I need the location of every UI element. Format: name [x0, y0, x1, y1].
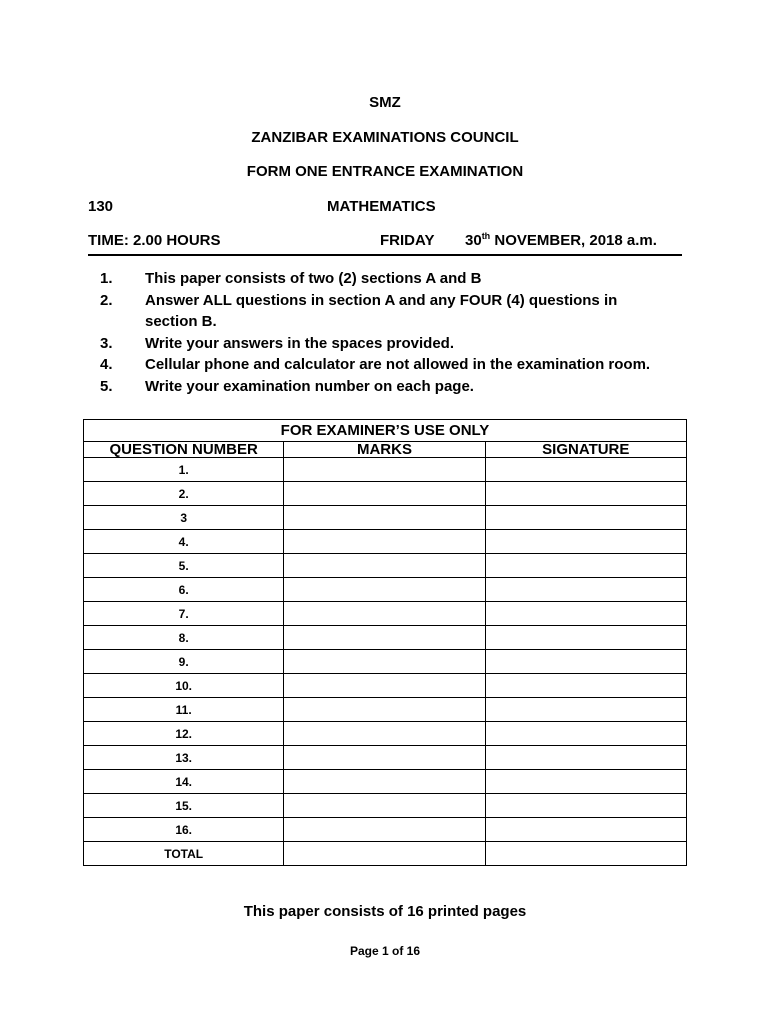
date-rest: NOVEMBER, 2018 a.m.: [490, 232, 657, 249]
instruction-item: [100, 268, 660, 290]
time-allowed: TIME: 2.00 HOURS: [88, 232, 221, 249]
instruction-number: 3.: [100, 334, 113, 352]
signature-cell[interactable]: [485, 674, 686, 698]
marks-cell[interactable]: [284, 770, 485, 794]
table-row: [84, 506, 687, 530]
signature-cell[interactable]: [485, 506, 686, 530]
marks-cell[interactable]: [284, 458, 485, 482]
marks-cell[interactable]: [284, 602, 485, 626]
question-number-cell: 1.: [84, 458, 284, 482]
question-number-cell: 9.: [84, 650, 284, 674]
table-row: [84, 698, 687, 722]
instruction-number: 1.: [100, 270, 113, 287]
exam-title: FORM ONE ENTRANCE EXAMINATION: [246, 163, 524, 180]
paper-number: 130: [88, 198, 114, 215]
question-number-cell: 11.: [84, 698, 284, 722]
total-row: [84, 842, 687, 866]
signature-cell[interactable]: [485, 554, 686, 578]
question-number-cell: 14.: [84, 770, 284, 794]
marks-cell[interactable]: [284, 818, 485, 842]
table-row: [84, 818, 687, 842]
instruction-item: [100, 376, 660, 398]
column-marks: MARKS: [284, 442, 485, 458]
question-number-cell: 15.: [84, 794, 284, 818]
signature-cell[interactable]: [485, 530, 686, 554]
table-row: [84, 458, 687, 482]
instruction-number: 2.: [100, 291, 113, 309]
table-row: [84, 770, 687, 794]
table-row: [84, 746, 687, 770]
date-suffix: th: [481, 231, 491, 241]
instruction-text: Write your answers in the spaces provided.: [145, 334, 454, 352]
instructions-list: [100, 268, 660, 397]
council-title: ZANZIBAR EXAMINATIONS COUNCIL: [251, 129, 519, 146]
page-number: Page 1 of 16: [349, 944, 421, 958]
instruction-item: [100, 354, 660, 376]
table-row: [84, 530, 687, 554]
table-row: [84, 482, 687, 506]
signature-cell[interactable]: [485, 482, 686, 506]
signature-cell[interactable]: [485, 794, 686, 818]
header-divider: [88, 254, 682, 256]
marks-cell[interactable]: [284, 626, 485, 650]
question-number-cell: 7.: [84, 602, 284, 626]
table-row: [84, 722, 687, 746]
marks-cell[interactable]: [284, 482, 485, 506]
instruction-item: [100, 290, 660, 333]
total-marks-cell[interactable]: [284, 842, 485, 866]
table-row: [84, 602, 687, 626]
table-row: [84, 554, 687, 578]
table-row: [84, 650, 687, 674]
exam-date: [465, 232, 657, 249]
question-number-cell: 8.: [84, 626, 284, 650]
column-question-number: QUESTION NUMBER: [84, 442, 284, 458]
question-number-cell: 13.: [84, 746, 284, 770]
examiner-table: [83, 419, 687, 866]
signature-cell[interactable]: [485, 626, 686, 650]
table-row: [84, 794, 687, 818]
table-row: [84, 578, 687, 602]
signature-cell[interactable]: [485, 458, 686, 482]
signature-cell[interactable]: [485, 722, 686, 746]
examiner-table-title: FOR EXAMINER’S USE ONLY: [84, 420, 687, 442]
signature-cell[interactable]: [485, 602, 686, 626]
marks-cell[interactable]: [284, 554, 485, 578]
instruction-item: [100, 333, 660, 355]
marks-cell[interactable]: [284, 722, 485, 746]
instruction-text: This paper consists of two (2) sections A and B: [145, 270, 482, 287]
marks-cell[interactable]: [284, 674, 485, 698]
instruction-text: Answer ALL questions in section A and any FOUR (4) questions in section B.: [145, 291, 618, 330]
signature-cell[interactable]: [485, 818, 686, 842]
signature-cell[interactable]: [485, 746, 686, 770]
subject-title: MATHEMATICS: [327, 198, 436, 215]
marks-cell[interactable]: [284, 650, 485, 674]
question-number-cell: 16.: [84, 818, 284, 842]
column-signature: SIGNATURE: [485, 442, 686, 458]
table-row: [84, 674, 687, 698]
signature-cell[interactable]: [485, 770, 686, 794]
total-label-cell: TOTAL: [84, 842, 284, 866]
signature-cell[interactable]: [485, 698, 686, 722]
marks-cell[interactable]: [284, 746, 485, 770]
instruction-text: Write your examination number on each page.: [145, 377, 474, 395]
marks-cell[interactable]: [284, 530, 485, 554]
question-number-cell: 4.: [84, 530, 284, 554]
question-number-cell: 10.: [84, 674, 284, 698]
total-signature-cell[interactable]: [485, 842, 686, 866]
exam-day: FRIDAY: [380, 232, 435, 249]
marks-cell[interactable]: [284, 506, 485, 530]
question-number-cell: 3: [84, 506, 284, 530]
marks-cell[interactable]: [284, 578, 485, 602]
question-number-cell: 12.: [84, 722, 284, 746]
instruction-number: 4.: [100, 356, 113, 373]
instruction-text: Cellular phone and calculator are not allowed in the examination room.: [145, 356, 651, 373]
instruction-number: 5.: [100, 377, 113, 395]
question-number-cell: 5.: [84, 554, 284, 578]
question-number-cell: 6.: [84, 578, 284, 602]
marks-cell[interactable]: [284, 794, 485, 818]
date-day: 30: [465, 232, 482, 249]
question-number-cell: 2.: [84, 482, 284, 506]
signature-cell[interactable]: [485, 578, 686, 602]
marks-cell[interactable]: [284, 698, 485, 722]
table-row: [84, 626, 687, 650]
pages-note: This paper consists of 16 printed pages: [243, 903, 527, 920]
paper-code-top: SMZ: [369, 94, 401, 111]
signature-cell[interactable]: [485, 650, 686, 674]
